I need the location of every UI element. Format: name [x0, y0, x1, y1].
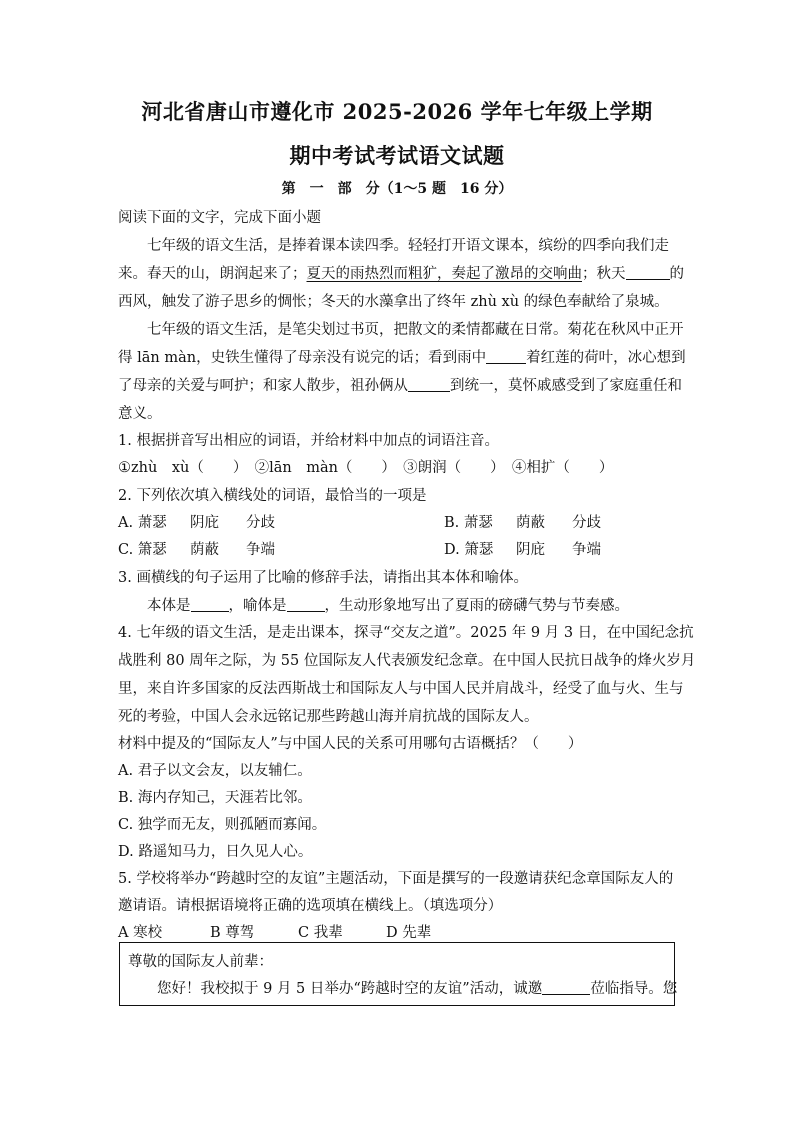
- passage-text: 得 lān màn，史铁生懂得了母亲没有说完的话；看到雨中: [118, 350, 487, 366]
- question-4-option-a[interactable]: A. 君子以文会友，以友辅仁。: [118, 763, 312, 779]
- section-heading: 第 一 部 分（1～5 题 16 分）: [281, 181, 513, 197]
- passage-line: 意义。: [118, 406, 162, 422]
- passage-line: [118, 346, 686, 367]
- option-c[interactable]: C 我辈: [298, 925, 343, 941]
- passage-text: 的: [669, 266, 684, 282]
- question-5-line: 邀请语。请根据语境将正确的选项填在横线上。（填选项分）: [118, 898, 503, 914]
- fill-blank[interactable]: [408, 377, 450, 392]
- passage-line: [118, 262, 684, 283]
- option-a[interactable]: A 寒校: [118, 925, 163, 941]
- exam-title-line2: 期中考试考试语文试题: [289, 143, 505, 168]
- question-4-line: 里，来自许多国家的反法西斯战士和国际友人与中国人民并肩战斗，经受了血与火、生与: [118, 681, 684, 697]
- answer-blank[interactable]: [191, 597, 229, 612]
- invitation-body: 您好！我校拟于 9 月 5 日举办“跨越时空的友谊”活动，诚邀 莅临指导。您: [157, 981, 678, 997]
- question-3-answer: 本体是 ，喻体是 ，生动形象地写出了夏雨的磅礴气势与节奏感。: [147, 598, 629, 614]
- passage-text: ；秋天: [582, 266, 626, 282]
- question-4-option-d[interactable]: D. 路遥知马力，日久见人心。: [118, 844, 313, 860]
- question-2-stem: 2. 下列依次填入横线处的词语，最恰当的一项是: [118, 488, 427, 504]
- question-3-stem: 3. 画横线的句子运用了比喻的修辞手法，请指出其本体和喻体。: [118, 570, 528, 586]
- option-d[interactable]: D. 箫瑟 阴庇 争端: [444, 542, 601, 558]
- option-a[interactable]: A. 萧瑟 阴庇 分歧: [118, 515, 275, 531]
- passage-text: 来。春天的山，朗润起来了；: [118, 266, 307, 282]
- passage-line: 西风，触发了游子思乡的惆怅；冬天的水藻拿出了终年 zhù xù 的绿色奉献给了泉城。: [118, 294, 669, 310]
- invitation-blank[interactable]: [542, 980, 590, 995]
- fill-blank[interactable]: [486, 349, 526, 364]
- passage-line: [118, 374, 682, 395]
- option-b[interactable]: B 尊驾: [210, 925, 255, 941]
- question-4-question: 材料中提及的“国际友人”与中国人民的关系可用哪句古语概括？（ ）: [118, 736, 583, 752]
- question-4-line: 战胜利 80 周年之际，为 55 位国际友人代表颁发纪念章。在中国人民抗日战争的烽火岁月: [118, 653, 696, 669]
- underlined-sentence: 夏天的雨热烈而粗犷，奏起了激昂的交响曲: [306, 266, 582, 282]
- invitation-salutation: 尊敬的国际友人前辈：: [128, 954, 273, 970]
- question-4-line: 4. 七年级的语文生活，是走出课本，探寻“交友之道”。2025 年 9 月 3 日，在中国纪念抗: [118, 625, 694, 641]
- passage-line: 七年级的语文生活，是笔尖划过书页，把散文的柔情都藏在日常。菊花在秋风中正开: [147, 322, 684, 338]
- exam-title-line1: 河北省唐山市遵化市 2025-2026 学年七年级上学期: [141, 99, 653, 124]
- passage-text: 着红莲的荷叶，冰心想到: [526, 350, 686, 366]
- question-5-options: [118, 921, 431, 942]
- option-b[interactable]: B. 萧瑟 荫蔽 分歧: [444, 515, 601, 531]
- question-4-option-c[interactable]: C. 独学而无友，则孤陋而寡闻。: [118, 817, 327, 833]
- question-5-line: 5. 学校将举办“跨越时空的友谊”主题活动，下面是撰写的一段邀请获纪念章国际友人的: [118, 871, 674, 887]
- reading-instruction: 阅读下面的文字，完成下面小题: [118, 210, 321, 226]
- option-d[interactable]: D 先辈: [386, 925, 432, 941]
- answer-blank[interactable]: [287, 597, 325, 612]
- question-1-items[interactable]: ①zhù xù（ ） ②lān màn（ ） ③朗润（ ） ④相扩（ ）: [118, 460, 614, 476]
- passage-line: 七年级的语文生活，是捧着课本读四季。轻轻打开语文课本，缤纷的四季向我们走: [147, 238, 669, 254]
- passage-text: 到统一，莫怀戚感受到了家庭重任和: [450, 378, 682, 394]
- fill-blank[interactable]: [626, 265, 670, 280]
- question-1-stem: 1. 根据拼音写出相应的词语，并给材料中加点的词语注音。: [118, 433, 499, 449]
- question-4-line: 死的考验，中国人会永远铭记那些跨越山海并肩抗战的国际友人。: [118, 709, 539, 725]
- passage-text: 了母亲的关爱与呵护；和家人散步，祖孙俩从: [118, 378, 408, 394]
- option-c[interactable]: C. 箫瑟 荫蔽 争端: [118, 542, 275, 558]
- question-4-option-b[interactable]: B. 海内存知己，天涯若比邻。: [118, 790, 312, 806]
